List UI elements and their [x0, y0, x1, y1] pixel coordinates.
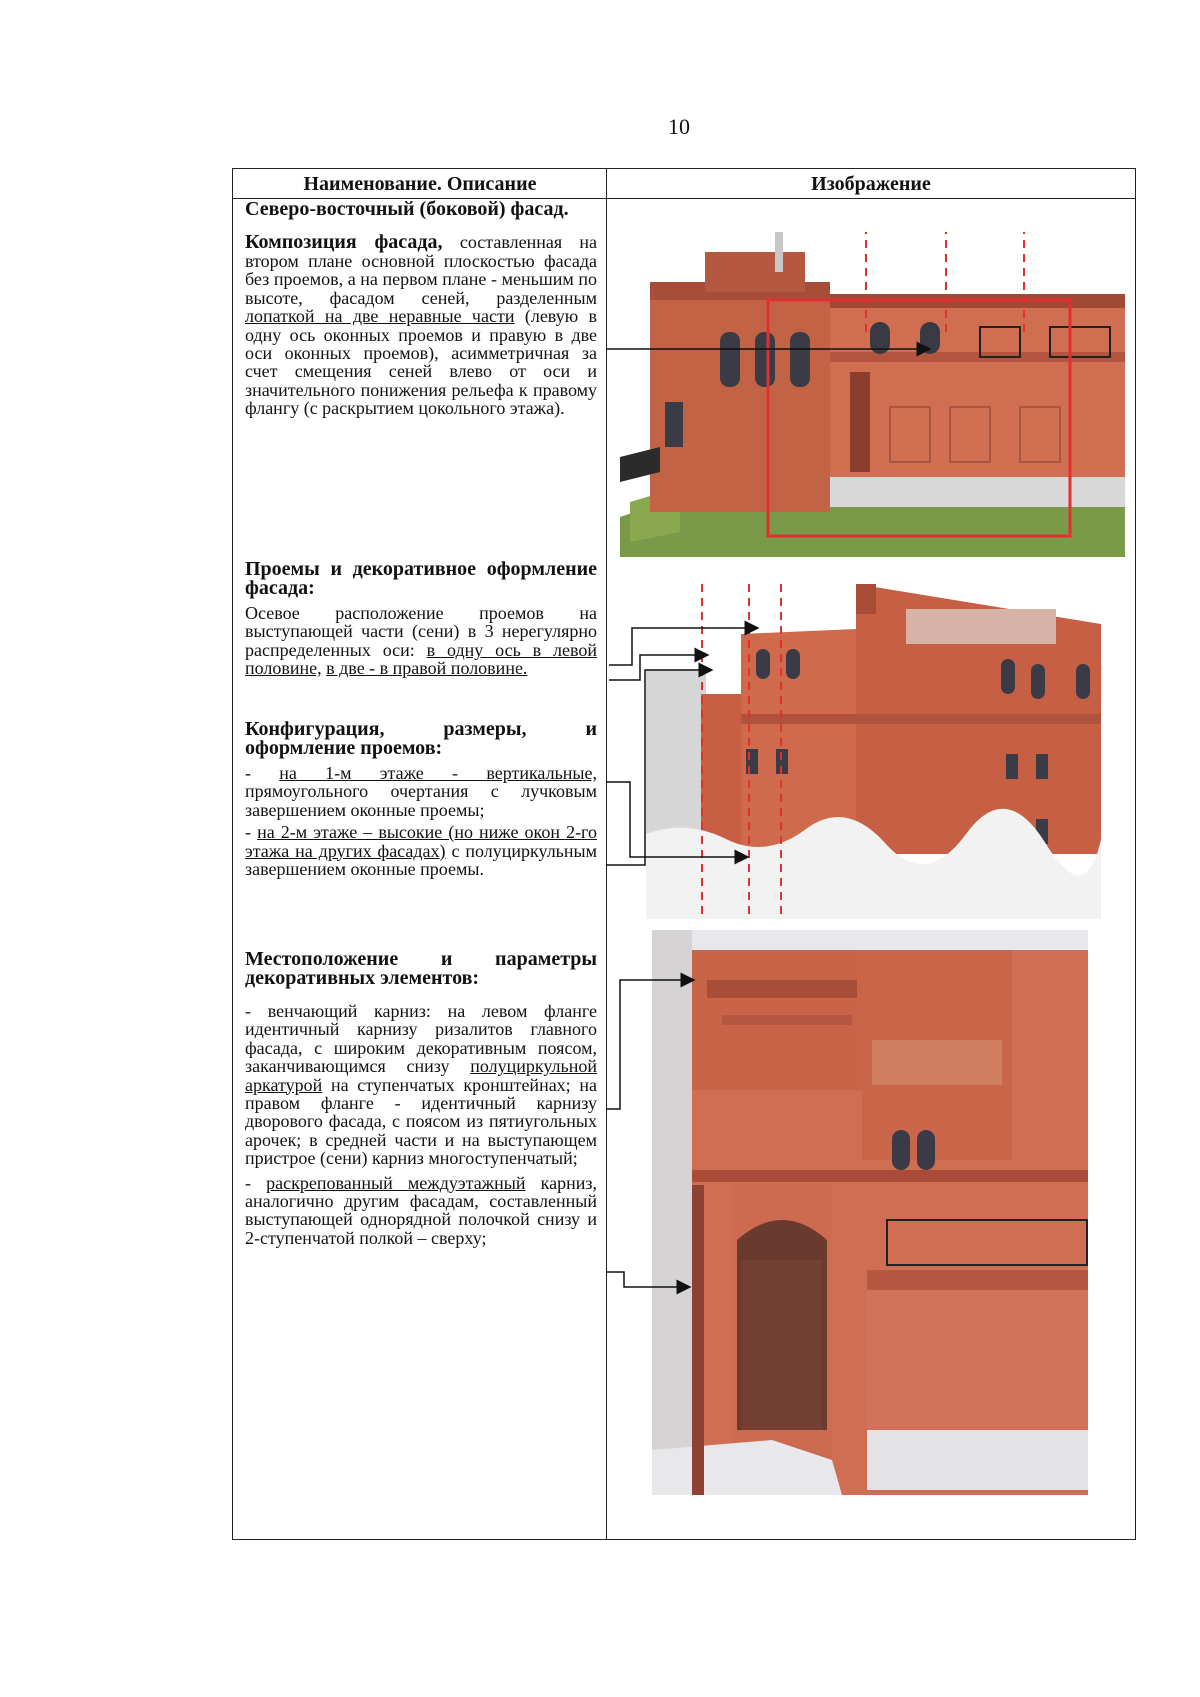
facade-composition-underlined: лопаткой на две неравные части	[245, 306, 515, 327]
facade-composition-text2: (левую в одну ось оконных проемов и правую в две оси оконных проемов), асимметричная за счет смещения сеней влево от оси и значительного понижения рельефа к правому флангу (с раскрытием цокольного этажа).	[245, 306, 598, 419]
column-header-image: Изображение	[811, 173, 931, 195]
config-item-2-rest: с полуциркульным завершением оконные проемы.	[245, 840, 598, 880]
decor-item-1-b: на ступенчатых кронштейнах; на правом фланге - идентичный карнизу дворового фасада, с поясом из пятиугольных арочек; в средней части и на выступающем пристрое (сени) карниз многоступенчатый;	[245, 1074, 597, 1169]
config-item-1-rest: прямоугольного очертания с лучковым завершением оконные проемы;	[245, 781, 597, 820]
openings-text-main: Осевое расположение проемов на выступающей части (сени) в 3 нерегулярно распределенных оси:	[245, 603, 597, 660]
section-config-title: Конфигурация, размеры, и оформление проемов:	[245, 718, 597, 759]
openings-underline-right: в две - в правой половине.	[326, 658, 528, 679]
config-item-1-underlined: на 1-м этаже - вертикальные,	[279, 763, 597, 783]
section-openings-title: Проемы и декоративное оформление фасада:	[245, 558, 597, 599]
section-decor-title: Местоположение и параметры декоративных элементов:	[245, 948, 597, 989]
config-item-2-underlined: на 2-м этаже – высокие (но ниже окон 2-го этажа на других фасадах)	[245, 822, 597, 861]
page-number: 10	[668, 114, 690, 139]
decor-item-1-a: - венчающий карниз: на левом фланге идентичный карнизу ризалитов главного фасада, с широким декоративным поясом, заканчивающимся снизу	[245, 1001, 597, 1077]
decor-item-1-underlined: полуциркульной аркатурой	[245, 1056, 597, 1095]
decor-item-2-rest: карниз, аналогично другим фасадам, составленный выступающей однорядной полочкой снизу и 2-ступенчатой полкой – сверху;	[245, 1172, 597, 1248]
section-facade-title: Северо-восточный (боковой) фасад.	[245, 198, 569, 220]
facade-composition-text1: составленная на втором плане основной плоскостью фасада без проемов, а на первом плане - меньшим по высоте, фасадом сеней, разделенным	[245, 232, 597, 308]
decor-item-2-prefix: -	[245, 1172, 267, 1193]
decor-item-2-underlined: раскрепованный междуэтажный	[266, 1172, 526, 1193]
column-header-description: Наименование. Описание	[303, 173, 537, 195]
openings-underline-left: в одну ось в левой половине,	[245, 639, 598, 679]
facade-composition-lead: Композиция фасада,	[245, 231, 443, 253]
config-item-2-prefix: -	[245, 822, 258, 843]
config-item-1-prefix: -	[245, 763, 280, 783]
